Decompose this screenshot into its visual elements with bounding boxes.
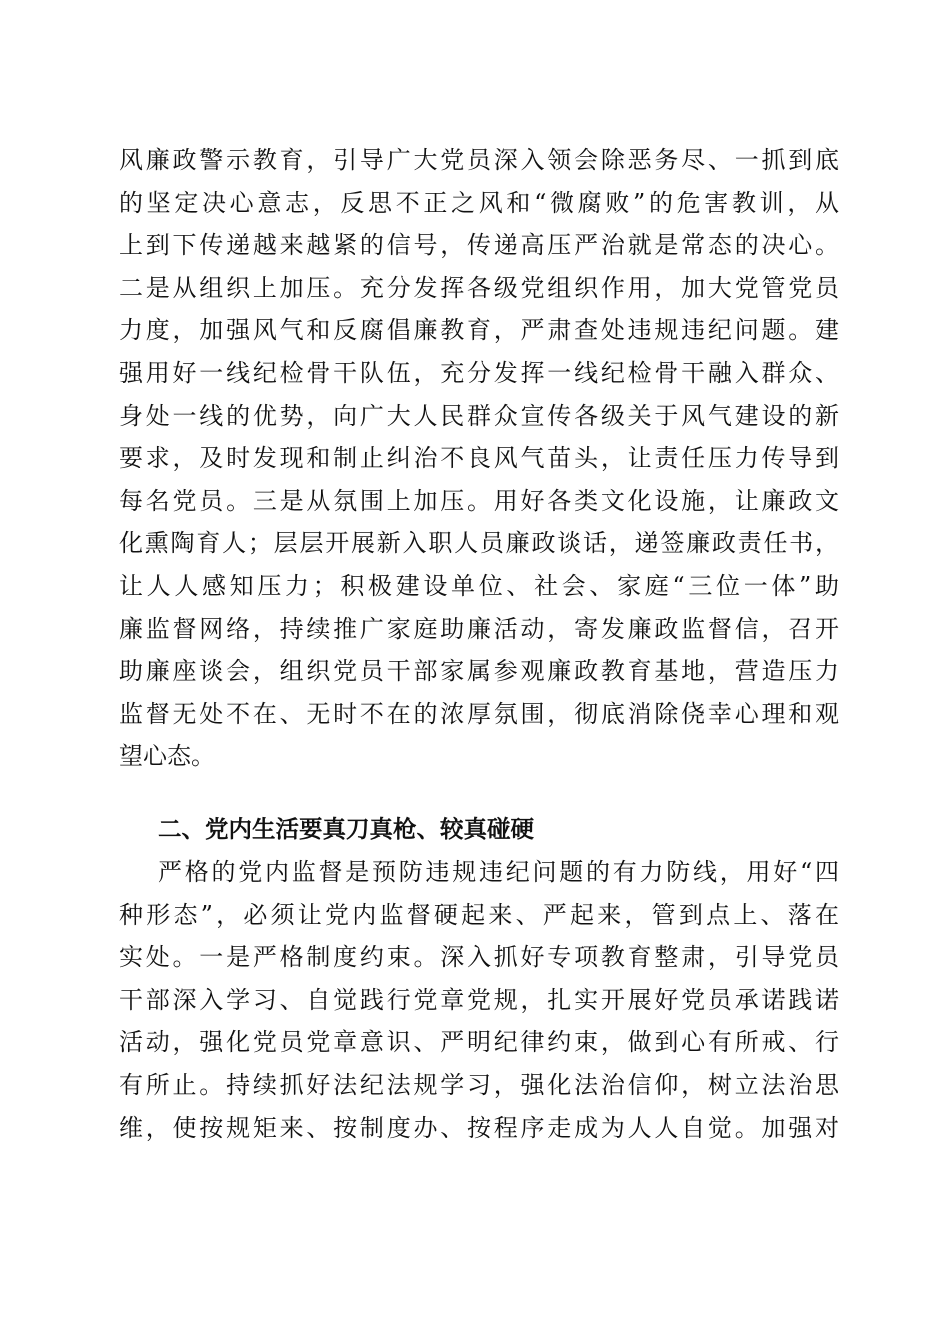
paragraph-2 [119, 851, 839, 1149]
paragraph-2-line: 干部深入学习、自觉践行党章党规，扎实开展好党员承诺践诺 [119, 985, 839, 1014]
paragraph-1 [119, 139, 839, 778]
paragraph-2-line: 严格的党内监督是预防违规违纪问题的有力防线，用好“四 [158, 858, 839, 886]
paragraph-1-line: 力度，加强风气和反腐倡廉教育，严肃查处违规违纪问题。建 [119, 316, 839, 345]
section-2-heading-block [119, 808, 839, 851]
paragraph-1-line: 要求，及时发现和制止纠治不良风气苗头，让责任压力传导到 [119, 444, 839, 473]
paragraph-1-line: 风廉政警示教育，引导广大党员深入领会除恶务尽、一抓到底 [119, 146, 839, 174]
paragraph-1-line: 望心态。 [119, 742, 215, 771]
paragraph-1-line: 让人人感知压力；积极建设单位、社会、家庭“三位一体”助 [119, 571, 839, 600]
paragraph-2-line: 实处。一是严格制度约束。深入抓好专项教育整肃，引导党员 [119, 943, 839, 972]
paragraph-2-line: 维，使按规矩来、按制度办、按程序走成为人人自觉。加强对 [119, 1113, 839, 1142]
paragraph-1-line: 身处一线的优势，向广大人民群众宣传各级关于风气建设的新 [119, 401, 839, 430]
paragraph-1-line: 助廉座谈会，组织党员干部家属参观廉政教育基地，营造压力 [119, 657, 839, 686]
paragraph-1-line: 每名党员。三是从氛围上加压。用好各类文化设施，让廉政文 [119, 486, 839, 515]
paragraph-1-line: 监督无处不在、无时不在的浓厚氛围，彻底消除侥幸心理和观 [119, 699, 839, 728]
paragraph-1-line: 化熏陶育人；层层开展新入职人员廉政谈话，递签廉政责任书， [119, 529, 839, 558]
paragraph-1-line: 廉监督网络，持续推广家庭助廉活动，寄发廉政监督信，召开 [119, 614, 839, 643]
paragraph-2-line: 种形态”，必须让党内监督硬起来、严起来，管到点上、落在 [119, 900, 839, 929]
paragraph-2-line: 有所止。持续抓好法纪法规学习，强化法治信仰，树立法治思 [119, 1070, 839, 1099]
paragraph-2-line: 活动，强化党员党章意识、严明纪律约束，做到心有所戒、行 [119, 1028, 839, 1057]
paragraph-1-line: 上到下传递越来越紧的信号，传递高压严治就是常态的决心。 [119, 231, 839, 260]
paragraph-1-line: 二是从组织上加压。充分发挥各级党组织作用，加大党管党员 [119, 273, 839, 302]
section-heading: 二、党内生活要真刀真枪、较真碰硬 [158, 815, 534, 843]
paragraph-1-line: 的坚定决心意志，反思不正之风和“微腐败”的危害教训，从 [119, 188, 839, 217]
paragraph-1-line: 强用好一线纪检骨干队伍，充分发挥一线纪检骨干融入群众、 [119, 358, 839, 387]
